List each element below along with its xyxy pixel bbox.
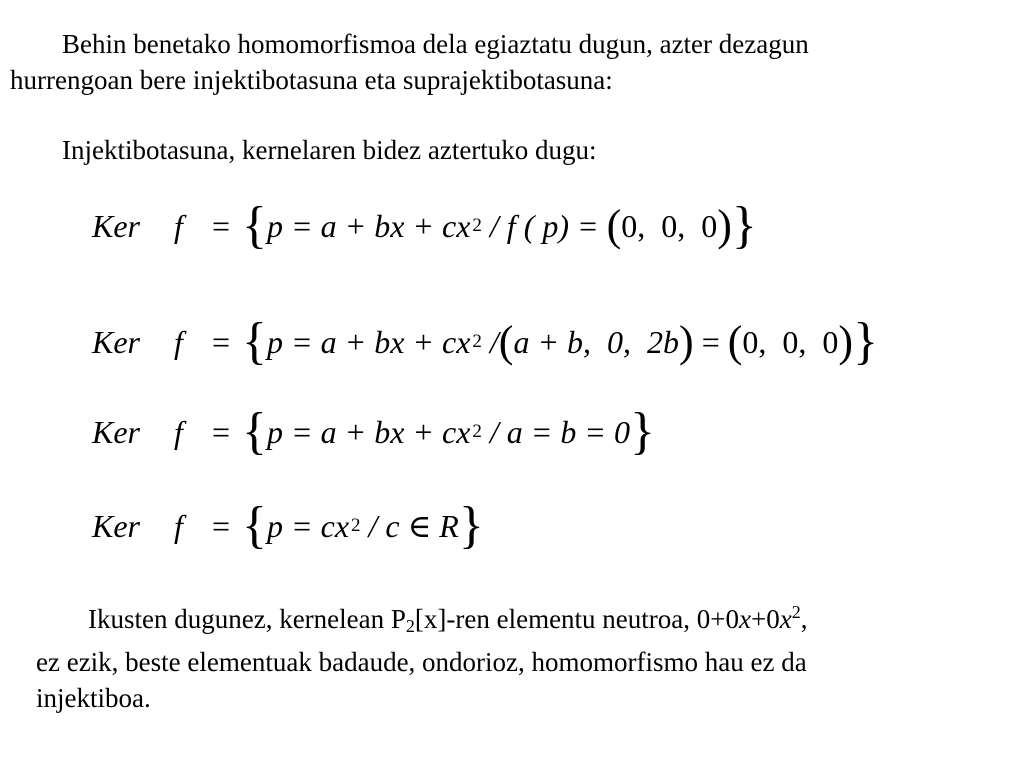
equals-sign: = xyxy=(212,507,231,544)
left-brace: { xyxy=(242,313,268,370)
conclusion-part-2: [x]-ren elementu neutroa, 0+0 xyxy=(414,604,739,634)
kernel-equation-1 xyxy=(92,196,757,256)
f-symbol: f xyxy=(174,323,183,360)
f-symbol: f xyxy=(174,207,183,244)
set-condition: / c ∈ R xyxy=(360,508,459,544)
conclusion-part-4: , xyxy=(800,604,808,634)
equals-sign: = xyxy=(212,323,231,360)
set-body: p = a + bx + cx xyxy=(267,413,471,450)
mid-equals: = xyxy=(693,323,720,360)
left-brace: { xyxy=(242,403,268,460)
exponent-2: 2 xyxy=(472,331,482,352)
conclusion-line-1 xyxy=(36,594,1016,644)
x-var-1: x xyxy=(739,604,751,634)
ker-label: Ker xyxy=(92,207,140,244)
intro-line-1: Behin benetako homomorfismoa dela egiaztatu dugun, azter dezagun xyxy=(62,29,809,59)
exponent-2: 2 xyxy=(472,215,482,236)
ker-label: Ker xyxy=(92,323,140,360)
left-brace: { xyxy=(242,497,268,554)
right-paren: ) xyxy=(717,201,732,250)
p-subscript: 2 xyxy=(405,616,415,636)
set-body: p = cx xyxy=(267,507,350,544)
zero-tuple: 0, 0, 0 xyxy=(621,207,718,244)
zero-tuple: 0, 0, 0 xyxy=(742,323,839,360)
equals-sign: = xyxy=(212,413,231,450)
conclusion-part-1: Ikusten dugunez, kernelean P xyxy=(88,604,406,634)
equals-sign: = xyxy=(212,207,231,244)
f-symbol: f xyxy=(174,413,183,450)
conclusion-line-3 xyxy=(36,680,1016,716)
x-superscript: 2 xyxy=(791,602,801,622)
conclusion-paragraph xyxy=(36,594,1016,716)
kernel-equation-2 xyxy=(92,312,878,372)
image-tuple: a + b, 0, 2b xyxy=(513,323,680,360)
right-brace: } xyxy=(731,197,757,254)
left-paren-zero: ( xyxy=(727,317,743,366)
right-paren-image: ) xyxy=(679,317,694,366)
set-condition: / a = b = 0 xyxy=(481,413,630,450)
kernel-equation-4 xyxy=(92,496,484,556)
right-brace: } xyxy=(629,403,655,460)
x-var-2: x xyxy=(779,604,792,634)
ker-label: Ker xyxy=(92,507,140,544)
left-paren: ( xyxy=(606,201,622,250)
intro-paragraph xyxy=(10,26,1020,98)
set-condition: / f ( p) = xyxy=(481,207,599,244)
kernel-equation-3 xyxy=(92,402,655,462)
set-body: p = a + bx + cx xyxy=(267,207,471,244)
set-slash: / xyxy=(481,323,499,360)
right-brace: } xyxy=(853,313,879,370)
kernel-intro-paragraph: Injektibotasuna, kernelaren bidez aztertuko dugu: xyxy=(62,135,597,165)
conclusion-last-word: injektiboa xyxy=(36,683,144,713)
right-paren-zero: ) xyxy=(838,317,854,366)
intro-line-2: hurrengoan bere injektibotasuna eta suprajektibotasuna: xyxy=(10,65,613,95)
ker-label: Ker xyxy=(92,413,140,450)
left-brace: { xyxy=(242,197,268,254)
conclusion-period: . xyxy=(143,683,151,713)
exponent-2: 2 xyxy=(472,421,482,442)
f-symbol: f xyxy=(174,507,183,544)
set-body: p = a + bx + cx xyxy=(267,323,471,360)
left-paren-image: ( xyxy=(498,317,514,366)
right-brace: } xyxy=(458,497,484,554)
conclusion-line-2: ez ezik, beste elementuak badaude, ondorioz, homomorfismo hau ez da xyxy=(36,647,807,677)
conclusion-part-3: +0 xyxy=(750,604,780,634)
exponent-2: 2 xyxy=(351,515,361,536)
